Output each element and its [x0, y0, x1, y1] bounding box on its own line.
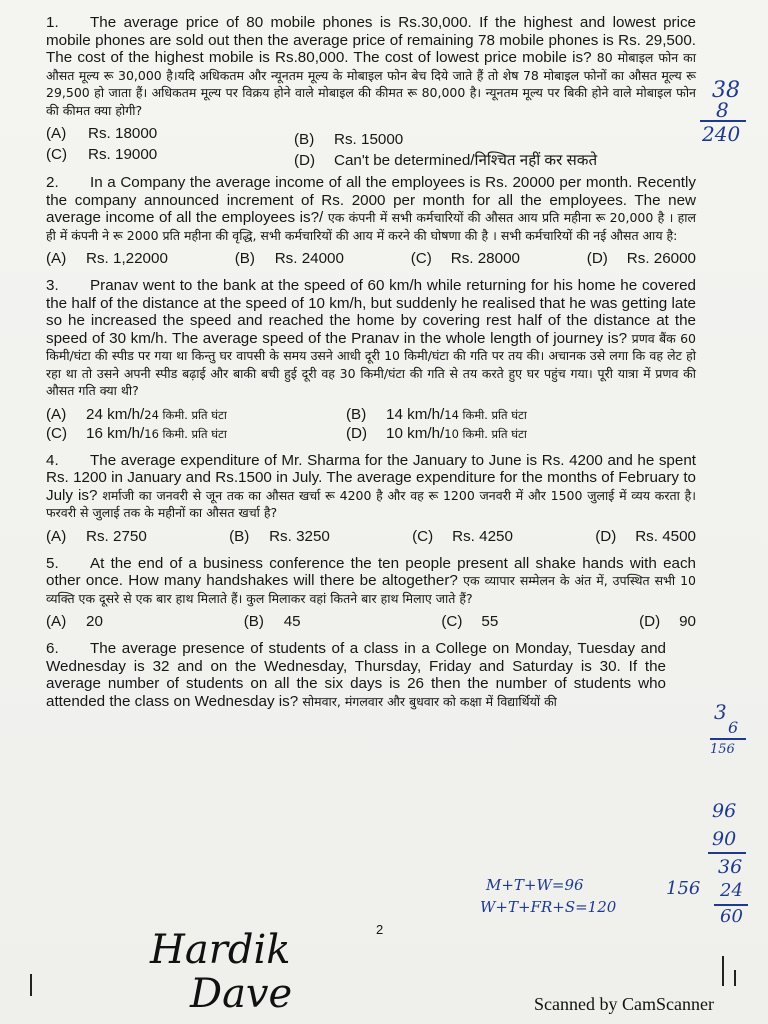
- handwritten-note: 60: [720, 906, 743, 927]
- handwritten-note: M+T+W=96: [486, 876, 584, 894]
- handwritten-note: 156: [710, 742, 735, 757]
- question-number: 2.: [46, 174, 59, 191]
- question-text-en: The average price of 80 mobile phones is Rs.30,000. If the highest and lowest price mobile phones are sold out then the average price of remaining 78 mobile phones is Rs. 29,500. The cost of the highest mobile is Rs.80,000. The cost of lowest price mobile is?: [46, 14, 696, 66]
- handwritten-note: 3: [714, 700, 727, 724]
- handwritten-note: W+T+FR+S=120: [480, 898, 617, 916]
- option-b: (B) 45: [243, 613, 301, 630]
- option-d: (D) 90: [639, 613, 696, 630]
- question-number: 3.: [46, 277, 59, 294]
- scan-edge-mark: [734, 970, 736, 986]
- option-d: (D) Rs. 4500: [595, 527, 696, 545]
- question-list: [46, 14, 696, 720]
- scan-edge-mark: [722, 956, 724, 986]
- options: [46, 528, 696, 545]
- option-a: (A) Rs. 1,22000: [46, 250, 168, 267]
- option-c: (C) Rs. 19000: [46, 146, 158, 163]
- handwritten-note: 240: [702, 122, 741, 146]
- option-d: (D) Can't be determined/निश्चित नहीं कर सकते: [294, 152, 598, 169]
- option-a: (A) 20: [46, 613, 103, 630]
- options: [46, 613, 696, 630]
- handwritten-line: [708, 852, 746, 854]
- options: [46, 125, 696, 169]
- question-number: 4.: [46, 451, 59, 469]
- question-text-en: The average expenditure of Mr. Sharma for the January to June is Rs. 4200 and he spent Rs. 1200 in January and Rs.1500 in July. The average expenditure for the months of February to July is?: [46, 451, 696, 504]
- question-3: [46, 277, 696, 442]
- question-text-en: The average presence of students of a class in a College on Monday, Tuesday and Wednesday is 32 and on the Wednesday, Thursday, Friday and Saturday is 30. If the average number of students on all the six days is 26 then the number of students who attended the class on Wednesday is?: [46, 640, 666, 710]
- question-4: [46, 452, 696, 545]
- question-text-hi: एक कंपनी में सभी कर्मचारियों की औसत आय प्रति महीना रू 20,000 है । हाल ही में कंपनी ने रू 2000 प्रति महीना की वृद्धि, सभी कर्मचारियों की आय में करने की घोषणा की है । सभी कर्मचारियों की नई औसत आय है:: [46, 210, 696, 243]
- option-b: (B) Rs. 3250: [229, 527, 330, 545]
- question-number: 5.: [46, 554, 59, 572]
- question-text-hi: शर्माजी का जनवरी से जून तक का औसत खर्चा रू 4200 है और वह रू 1200 जनवरी में और 1500 जुलाई में व्यय करता है। फरवरी से जुलाई तक के महीनों का औसत खर्चा है?: [46, 487, 696, 520]
- question-1: [46, 14, 696, 169]
- signature: Hardik Dave: [150, 927, 293, 1017]
- option-c: (C) 16 km/h/16 किमी. प्रति घंटा: [46, 424, 227, 442]
- option-a: (A) 24 km/h/24 किमी. प्रति घंटा: [46, 405, 227, 423]
- handwritten-note: 24: [720, 880, 743, 901]
- option-c: (C) Rs. 28000: [410, 250, 520, 267]
- options: [46, 406, 696, 442]
- question-6: [46, 640, 666, 710]
- question-text-hi: प्रणव बैंक 60 किमी/घंटा की स्पीड पर गया था किन्तु घर वापसी के समय उसने आधी दूरी 10 किमी/घंटा की गति पर तय की। अचानक उसे लगा कि वह लेट हो रहा था तो उसने अपनी स्पीड बढ़ाई और बाकी बची हुई दूरी वह 30 किमी/घंटा की गति से तय करते हुए घर पहुंच गया। पूरी यात्रा में प्रणव की औसत गति क्या थी?: [46, 330, 696, 398]
- question-text-hi: 80 मोबाइल फोन का औसत मूल्य रू 30,000 है।यदि अधिकतम और न्यूनतम मूल्य के मोबाइल फोन बेच दिये जाते हैं तो शेष 78 मोबाइल फोनों का औसत मूल्य रू 29,500 हो जाता हैं। अधिकतम मूल्य पर विक्रय होने वाले मोबाइल की कीमत रू 80,000 है। न्यूनतम मूल्य पर बिकी होने वाले मोबाइल फोन की कीमत क्या होगी?: [46, 50, 696, 118]
- option-b: (B) 14 km/h/14 किमी. प्रति घंटा: [346, 405, 527, 423]
- question-text-hi: सोमवार, मंगलवार और बुधवार को कक्षा में विद्यार्थियों की: [302, 693, 557, 709]
- question-number: 6.: [46, 640, 59, 657]
- option-a: (A) Rs. 2750: [46, 527, 147, 545]
- handwritten-note: 156: [666, 878, 701, 899]
- question-text-en: Pranav went to the bank at the speed of 60 km/h while returning for his home he covered the half of the distance at the speed of 10 km/h, but suddenly he realised that he was getting late so he increased the speed and reached the home by covering rest half of the distance at the speed of 30 km/h. The average speed of the Pranav in the whole length of journey is?: [46, 277, 696, 347]
- option-d: (D) 10 km/h/10 किमी. प्रति घंटा: [346, 424, 527, 442]
- option-a: (A) Rs. 18000: [46, 125, 158, 142]
- option-c: (C) Rs. 4250: [412, 527, 513, 545]
- option-d: (D) Rs. 26000: [586, 250, 696, 267]
- question-number: 1.: [46, 14, 59, 31]
- option-c: (C) 55: [441, 613, 499, 630]
- question-2: [46, 174, 696, 267]
- handwritten-note: 90: [712, 828, 737, 850]
- question-text-en: In a Company the average income of all the employees is Rs. 20000 per month. Recently the company announced increment of Rs. 2000 per month for all the employees. The new average income of all the employees is?/: [46, 174, 696, 226]
- scan-edge-mark: [30, 974, 32, 996]
- question-text-hi: एक व्यापार सम्मेलन के अंत में, उपस्थित सभी 10 व्यक्ति एक दूसरे से एक बार हाथ मिलाते हैं। कुल मिलाकर वहां कितने बार हाथ मिलाए जाते हैं?: [46, 573, 696, 606]
- scanner-watermark: Scanned by CamScanner: [534, 994, 714, 1014]
- question-text-en: At the end of a business conference the ten people present all shake hands with each other once. How many handshakes will there be altogether?: [46, 554, 696, 589]
- handwritten-note: 96: [712, 800, 737, 822]
- option-b: (B) Rs. 24000: [234, 250, 344, 267]
- handwritten-note: 6: [728, 718, 739, 737]
- handwritten-note: 38: [712, 78, 740, 103]
- question-5: [46, 555, 696, 631]
- page-number: 2: [376, 922, 384, 937]
- option-b: (B) Rs. 15000: [294, 131, 404, 148]
- options: [46, 250, 696, 267]
- handwritten-note: 36: [718, 856, 743, 878]
- handwritten-note: 8: [716, 98, 729, 122]
- handwritten-line: [710, 738, 746, 740]
